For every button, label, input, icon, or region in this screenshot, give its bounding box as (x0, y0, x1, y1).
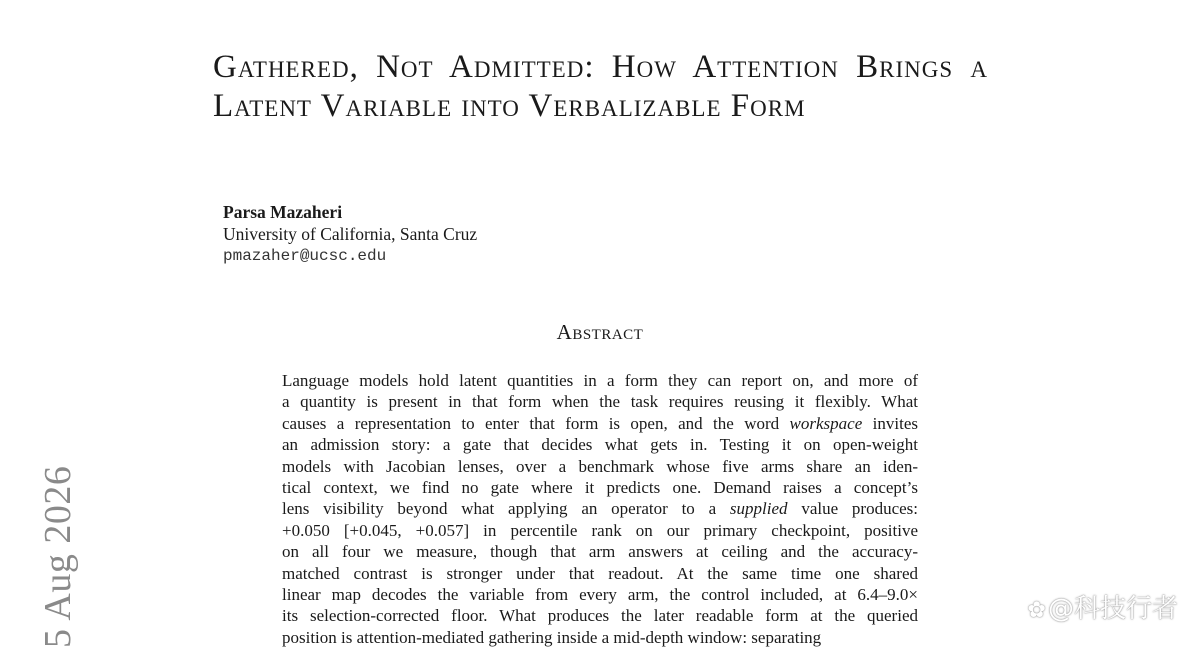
abstract-line: lens visibility beyond what applying an operator to a supplied value produces: (282, 499, 919, 519)
abstract-line: matched contrast is stronger under that readout. At the same time one shared (282, 563, 918, 583)
abstract-line: on all four we measure, though that arm answers at ceiling and the accuracy- (282, 542, 918, 562)
abstract-line: +0.050 [+0.045, +0.057] in percentile rank on our primary checkpoint, positive (282, 520, 918, 540)
arxiv-side-stamp: 5 Aug 2026 (37, 465, 79, 648)
source-watermark (1028, 588, 1178, 625)
author-block (223, 201, 477, 267)
abstract-line: an admission story: a gate that decides what gets in. Testing it on open-weight (282, 435, 918, 455)
abstract-line: Language models hold latent quantities in a form they can report on, and more of (282, 371, 918, 390)
emphasis-word: supplied (729, 499, 788, 519)
abstract-line: linear map decodes the variable from every arm, the control included, at 6.4–9.0× (282, 584, 918, 604)
paper-title: Gathered, Not Admitted: How Attention Brings a Latent Variable into Verbalizable Form (213, 49, 988, 124)
abstract-line: a quantity is present in that form when the task requires reusing it flexibly. What (282, 392, 918, 412)
abstract-heading: Abstract (556, 320, 644, 344)
abstract-line: position is attention-mediated gathering inside a mid-depth window: separating (282, 627, 822, 647)
author-email[interactable]: pmazaher@ucsc.edu (223, 247, 387, 265)
abstract-line: causes a representation to enter that form is open, and the word workspace invites (282, 413, 918, 433)
watermark-text: @科技行者 (1047, 594, 1178, 624)
paw-icon: ✿ (1027, 598, 1046, 623)
author-name: Parsa Mazaheri (223, 202, 343, 222)
abstract-line: tical context, we find no gate where it predicts one. Demand raises a concept’s (282, 477, 918, 497)
author-affiliation: University of California, Santa Cruz (223, 224, 478, 244)
abstract-line: models with Jacobian lenses, over a benchmark whose five arms share an iden- (282, 456, 918, 476)
emphasis-word: workspace (789, 413, 863, 433)
abstract-body (282, 370, 918, 648)
abstract-line: its selection-corrected floor. What produces the later readable form at the queried (282, 606, 918, 626)
